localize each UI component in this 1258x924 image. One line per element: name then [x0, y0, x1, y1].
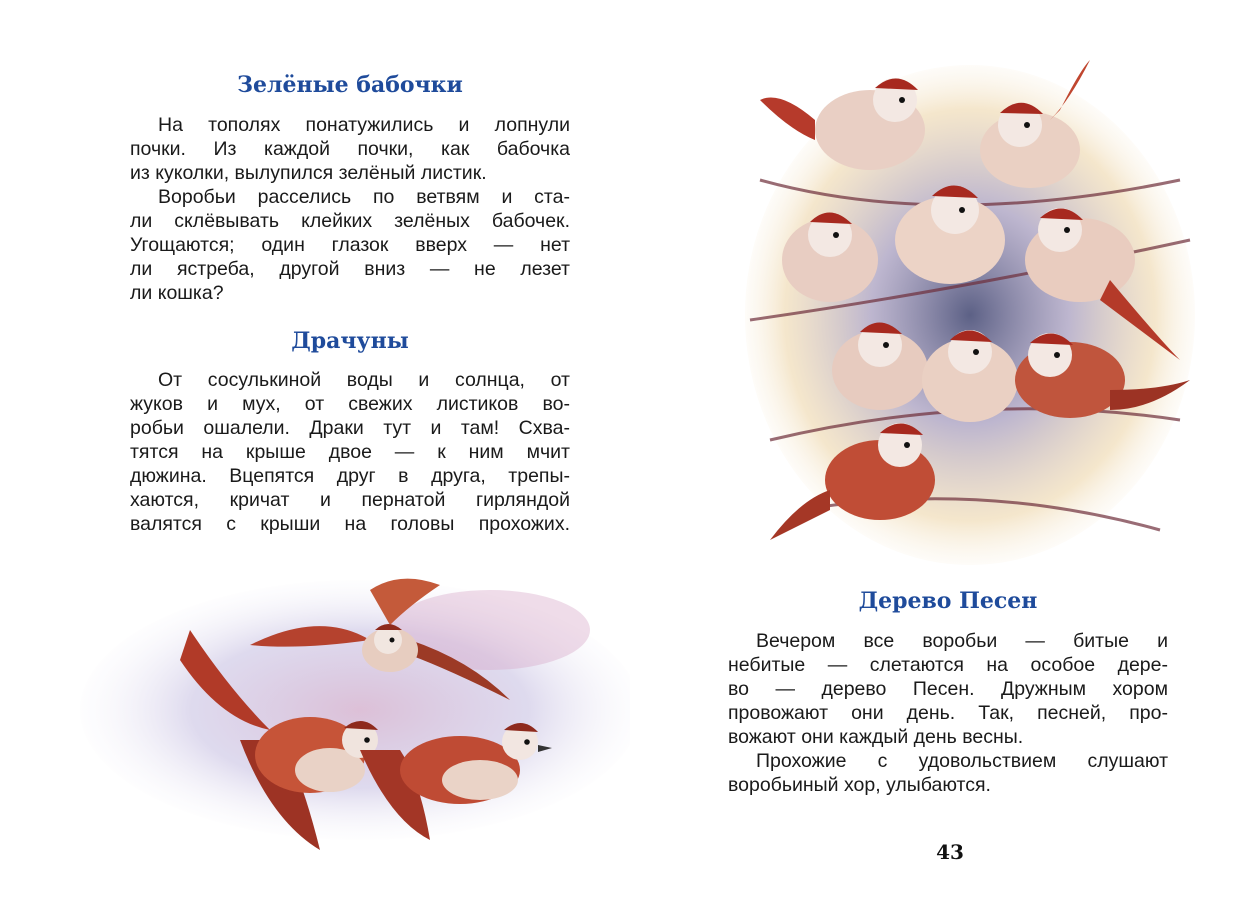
text-line: вожают они каждый день весны. — [728, 726, 1024, 748]
text-green-butterflies — [130, 113, 570, 305]
text-line: небитые — слетаются на особое дере- — [728, 654, 1168, 676]
text-line: тятся на крыше двое — к ним мчит — [130, 441, 570, 463]
text-line: ли ястреба, другой вниз — не лезет — [130, 258, 570, 280]
text-line: ли кошка? — [130, 282, 224, 304]
text-line: хаются, кричат и пернатой гирляндой — [130, 489, 570, 511]
text-line: воробьиный хор, улыбаются. — [728, 774, 991, 796]
text-line: Прохожие с удовольствием слушают — [756, 750, 1168, 772]
title-fighters: Драчуны — [291, 328, 409, 354]
text-tree-of-songs — [728, 629, 1168, 797]
text-line: жуков и мух, от свежих листиков во- — [130, 393, 570, 415]
text-line: Угощаются; один глазок вверх — нет — [130, 234, 570, 256]
text-fighters — [130, 368, 570, 536]
text-line: робьи ошалели. Драки тут и там! Схва- — [130, 417, 570, 439]
text-line: провожают они день. Так, песней, про- — [728, 702, 1168, 724]
text-line: ли склёвывать клейких зелёных бабочек. — [130, 210, 570, 232]
text-line: дюжина. Вцепятся друг в друга, трепы- — [130, 465, 570, 487]
text-line: валятся с крыши на головы прохожих. — [130, 513, 570, 535]
text-line: Воробьи расселись по ветвям и ста- — [158, 186, 570, 208]
text-line: во — дерево Песен. Дружным хором — [728, 678, 1168, 700]
text-line: из куколки, вылупился зелёный листик. — [130, 162, 487, 184]
illustration-sparrow-flock — [740, 60, 1200, 570]
title-green-butterflies: Зелёные бабочки — [237, 72, 463, 98]
text-line: От сосулькиной воды и солнца, от — [158, 369, 570, 391]
illustration-fighting-sparrows — [70, 570, 630, 860]
page-number: 43 — [936, 840, 964, 864]
text-line: почки. Из каждой почки, как бабочка — [130, 138, 570, 160]
text-line: Вечером все воробьи — битые и — [756, 630, 1168, 652]
title-tree-of-songs: Дерево Песен — [858, 588, 1038, 614]
text-line: На тополях понатужились и лопнули — [158, 114, 570, 136]
